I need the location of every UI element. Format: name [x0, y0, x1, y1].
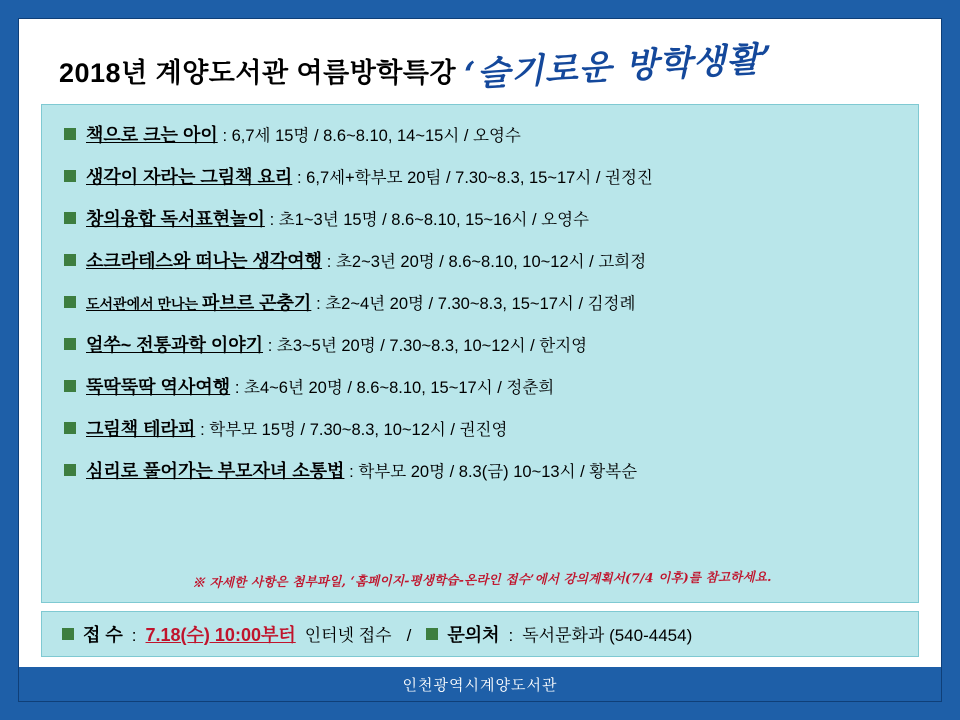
square-bullet-icon [64, 380, 76, 392]
course-name-prefix-text: 도서관에서 만나는 [86, 296, 202, 312]
course-row [86, 205, 589, 231]
poster-body [18, 18, 942, 702]
footer-bar [19, 667, 941, 701]
list-item [64, 457, 900, 483]
course-detail: : 초2~4년 20명 / 7.30~8.3, 15~17시 / 김정례 [316, 295, 636, 313]
course-row [86, 289, 635, 315]
list-item [64, 121, 900, 147]
square-bullet-icon [64, 254, 76, 266]
course-name: 얼쑤~ 전통과학 이야기 [86, 335, 264, 355]
course-detail: : 학부모 20명 / 8.3(금) 10~13시 / 황복순 [349, 463, 638, 481]
course-detail: : 초4~6년 20명 / 8.6~8.10, 15~17시 / 정춘희 [234, 379, 555, 397]
course-row [86, 163, 653, 189]
contact-colon: : [508, 626, 514, 645]
course-row [86, 121, 521, 147]
footer-text: 인천광역시계양도서관 [402, 676, 558, 694]
list-item [64, 373, 900, 399]
title-script-text: ‘슬기로운 방학생활’ [463, 38, 775, 96]
course-detail: : 학부모 15명 / 7.30~8.3, 10~12시 / 권진영 [200, 421, 508, 439]
course-list [64, 121, 900, 568]
course-name: 그림책 테라피 [86, 419, 196, 439]
square-bullet-icon [64, 296, 76, 308]
list-item [64, 205, 900, 231]
list-item [64, 289, 900, 315]
square-bullet-icon [64, 422, 76, 434]
registration-panel [41, 611, 919, 657]
course-name-prefix [86, 293, 311, 313]
course-row [86, 247, 646, 273]
course-detail: : 6,7세+학부모 20팀 / 7.30~8.3, 15~17시 / 권정진 [297, 169, 653, 187]
list-item [64, 415, 900, 441]
title-main-text: 2018년 계양도서관 여름방학특강 [59, 58, 457, 88]
course-detail: : 초3~5년 20명 / 7.30~8.3, 10~12시 / 한지영 [267, 337, 588, 355]
course-row [86, 373, 554, 399]
course-detail: : 초2~3년 20명 / 8.6~8.10, 10~12시 / 고희정 [326, 253, 647, 271]
course-detail: : 6,7세 15명 / 8.6~8.10, 14~15시 / 오영수 [222, 127, 521, 145]
course-name: 책으로 크는 아이 [86, 125, 218, 145]
course-name: 창의융합 독서표현놀이 [86, 209, 265, 229]
course-detail: : 초1~3년 15명 / 8.6~8.10, 15~16시 / 오영수 [269, 211, 589, 229]
square-bullet-icon [64, 128, 76, 140]
contact-value: 독서문화과 (540-4454) [522, 626, 693, 645]
square-bullet-icon [426, 628, 438, 640]
course-name: 심리로 풀어가는 부모자녀 소통법 [86, 461, 345, 481]
register-separator: / [406, 626, 412, 645]
square-bullet-icon [62, 628, 74, 640]
course-name: 뚝딱뚝딱 역사여행 [86, 377, 231, 397]
list-item [64, 331, 900, 357]
contact-label: 문의처 [447, 625, 500, 645]
course-row [86, 331, 587, 357]
course-row [86, 457, 637, 483]
register-colon: : [131, 626, 137, 645]
course-name: 소크라테스와 떠나는 생각여행 [86, 251, 323, 271]
square-bullet-icon [64, 338, 76, 350]
register-method: 인터넷 접수 [304, 626, 392, 645]
course-name: 생각이 자라는 그림책 요리 [86, 167, 293, 187]
course-list-panel [41, 104, 919, 603]
square-bullet-icon [64, 170, 76, 182]
square-bullet-icon [64, 464, 76, 476]
list-item [64, 163, 900, 189]
footnote-text: ※ 자세한 사항은 첨부파일, ‘홈페이지-평생학습-온라인 접수’에서 강의계획서(7/4 이후)를 참고하세요. [192, 568, 772, 591]
square-bullet-icon [64, 212, 76, 224]
course-row [86, 415, 507, 441]
course-name: 파브르 곤충기 [201, 293, 312, 313]
list-item [64, 247, 900, 273]
register-label: 접 수 [83, 625, 123, 645]
register-open-datetime: 7.18(수) 10:00부터 [145, 625, 296, 645]
poster-title [19, 19, 941, 100]
